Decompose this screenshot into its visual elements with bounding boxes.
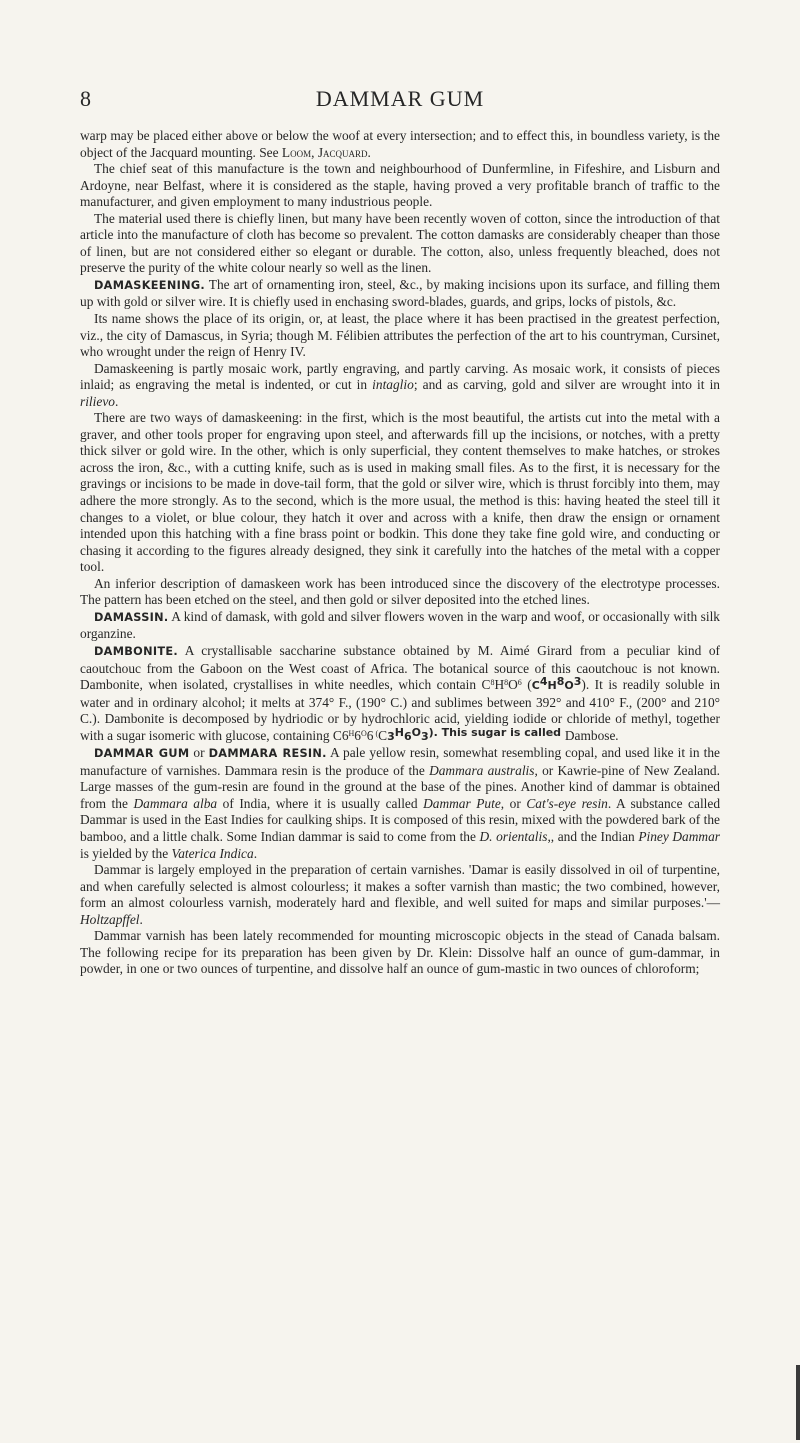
body-text bbox=[80, 128, 720, 978]
paragraph-varnishes: Dammar is largely employed in the preparation of certain varnishes. 'Damar is easily dissolved in oil of turpentine, and when carefully selected is almost colourless; it makes a softer varnish than mastic; the two combined, however, form an almost colourless varnish, moderately hard and flexible, and well suited for maps and similar purposes.'—Holtzapffel. bbox=[80, 862, 720, 927]
page-edge-mark bbox=[796, 1365, 800, 1440]
paragraph-material: The material used there is chiefly linen, but many have been recently woven of cotton, since the introduction of that article into the manufacture of cloth has become so prevalent. The cotton damasks are considerably cheaper than those of linen, but are not considered either so elegant or durable. The cotton, also, unless frequently bleached, does not preserve the purity of the white colour nearly so well as the linen. bbox=[80, 210, 720, 276]
headword-damassin: DAMASSIN. bbox=[94, 610, 169, 624]
paragraph-mosaic: Damaskeening is partly mosaic work, partly engraving, and partly carving. As mosaic work, it consists of pieces inlaid; as engraving the metal is indented, or cut in intaglio; and as carving, gold and silver are wrought into it in rilievo. bbox=[80, 360, 720, 409]
paragraph-dunfermline: The chief seat of this manufacture is the town and neighbourhood of Dunfermline, in Fifeshire, and Lisburn and Ardoyne, near Belfast, where it is considered as the staple, having proved a very profitable branch of traffic to the manufacturer, and given employment to many industrious people. bbox=[80, 161, 720, 210]
entry-dammar-gum: DAMMAR GUM or DAMMARA RESIN. A pale yellow resin, somewhat resembling copal, and used like it in the manufacture of varnishes. Dammara resin is the produce of the Dammara australis, or Kawrie-pine of New Zealand. Large masses of the gum-resin are found in the ground at the base of the pines. Another kind of dammar is obtained from the Dammara alba of India, where it is usually called Dammar Pute, or Cat's-eye resin. A substance called Dammar is used in the East Indies for caulking ships. It is composed of this resin, mixed with the powdered bark of the bamboo, and a little chalk. Some Indian dammar is said to come from the D. orientalis,, and the Indian Piney Dammar is yielded by the Vaterica Indica. bbox=[80, 745, 721, 861]
running-head bbox=[80, 86, 720, 112]
paragraph-two-ways: There are two ways of damaskeening: in the first, which is the most beautiful, the artists cut into the metal with a graver, and other tools proper for engraving upon steel, and afterwards fill up the incisions, or notches, with a pretty thick silver or gold wire. In the other, which is only superficial, they content themselves to make hatches, or strokes across the iron, &c., with a cutting knife, such as is used in making small files. As to the first, it is necessary for the gravings or incisions to be made in dove-tail form, that the gold or silver wire, which is thrust forcibly into them, may adhere the more strongly. As to the second, which is the more usual, the method is this: having heated the steel till it changes to a violet, or blue colour, they hatch it over and across with a knife, then draw the ensign or ornament intended upon this hatching with a fine brass point or bodkin. This done they take fine gold wire, and conducting or chasing it according to the figures already designed, they sink it carefully into the hatches of the metal with a copper tool. bbox=[80, 410, 720, 575]
page-title: DAMMAR GUM bbox=[315, 86, 485, 111]
headword-dammar-gum: DAMMAR GUM bbox=[94, 747, 190, 761]
paragraph-microscopic: Dammar varnish has been lately recommended for mounting microscopic objects in the stead of Canada balsam. The following recipe for its preparation has been given by Dr. Klein: Dissolve half an ounce of gum-dammar, in powder, in one or two ounces of turpentine, and dissolve half an ounce of gum-mastic in two ounces of chloroform; bbox=[80, 928, 720, 977]
entry-damassin: DAMASSIN. A kind of damask, with gold and silver flowers woven in the warp and woof, or occasionally with silk organzine. bbox=[80, 608, 720, 642]
paragraph-inferior: An inferior description of damaskeen work has been introduced since the discovery of the electrotype processes. The pattern has been etched on the steel, and then gold or silver deposited into the etched lines. bbox=[80, 575, 720, 608]
entry-damaskeening: DAMASKEENING. The art of ornamenting iron, steel, &c., by making incisions upon its surface, and filling them up with gold or silver wire. It is chiefly used in enchasing sword-blades, guards, and grips, locks of pistols, &c. bbox=[80, 276, 720, 310]
page-number: 8 bbox=[80, 86, 92, 111]
headword-dammara-resin: DAMMARA RESIN. bbox=[208, 747, 327, 761]
entry-dambonite: DAMBONITE. A crystallisable saccharine substance obtained by M. Aimé Girard from a peculiar kind of caoutchouc from the Gaboon on the West coast of Africa. The botanical source of this caoutchouc is not known. Dambonite, when isolated, crystallises in white needles, which contain $C^8H^8O^6$ $(C^4H^8O^3)$. It is readily soluble in water and in ordinary alcohol; it melts at 374° F., (190° C.) and sublimes between 392° and 410° F., (200° and 210° C.). Dambonite is decomposed by hydriodic or by hydrochloric acid, yielding iodide or chloride of methyl, together with a sugar isomeric with glucose, containing $C6^H6^O6$ $^(C3^H6^O3^{). This sugar is called}$ Dambose. bbox=[80, 642, 720, 743]
paragraph-name-origin: Its name shows the place of its origin, or, at least, the place where it has been practised in the greatest perfection, viz., the city of Damascus, in Syria; though M. Félibien attributes the perfection of the art to his countryman, Cursinet, who wrought under the reign of Henry IV. bbox=[80, 311, 720, 360]
paragraph-jacquard: warp may be placed either above or below the woof at every intersection; and to effect this, in boundless variety, is the object of the Jacquard mounting. See Loom, Jacquard. bbox=[80, 128, 720, 160]
headword-dambonite: DAMBONITE. bbox=[94, 644, 178, 658]
headword-damaskeening: DAMASKEENING. bbox=[94, 278, 206, 292]
